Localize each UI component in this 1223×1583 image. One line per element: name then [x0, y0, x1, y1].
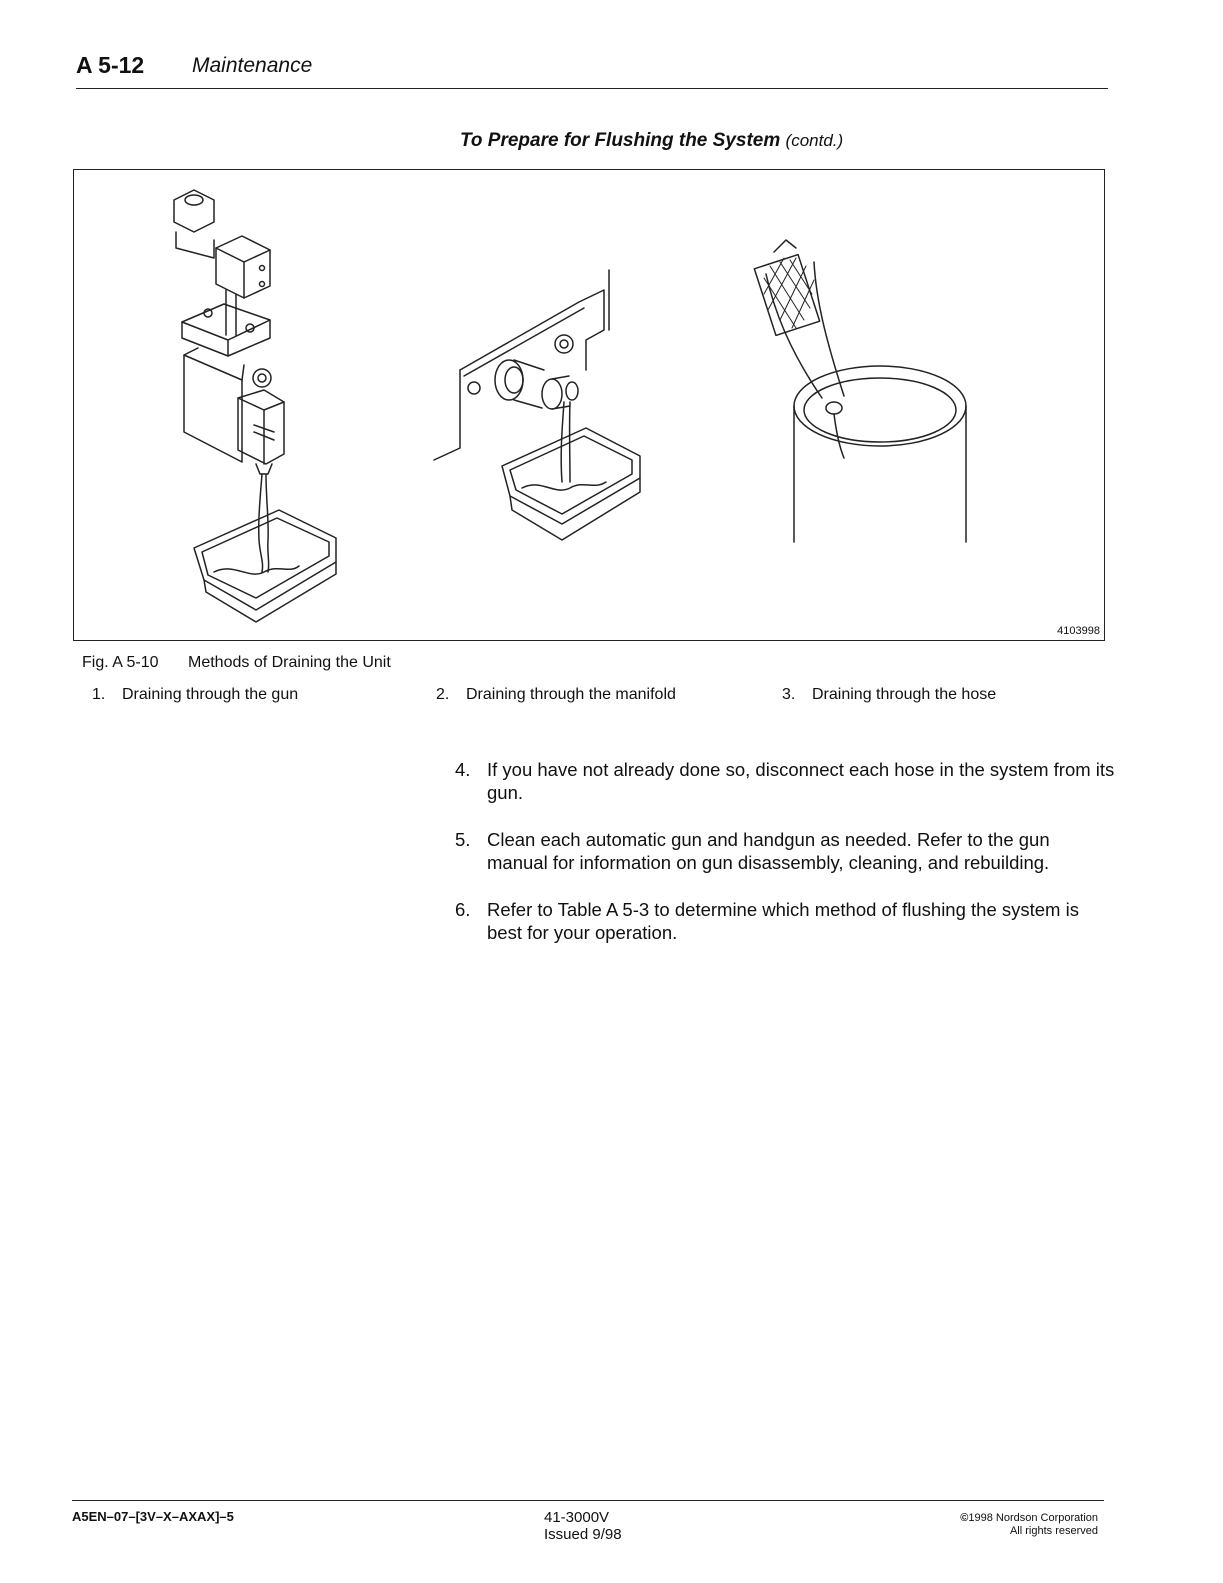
copyright-text: 1998 Nordson Corporation: [968, 1512, 1098, 1524]
step-text: Clean each automatic gun and handgun as needed. Refer to the gun manual for information on gun disassembly, cleaning, and rebuilding.: [487, 829, 1050, 873]
legend-text: Draining through the gun: [122, 686, 299, 703]
step-text: If you have not already done so, disconnect each hose in the system from its gun.: [487, 759, 1115, 803]
manifold-illustration: [434, 270, 640, 540]
legend-item-manifold: [436, 686, 676, 704]
page-header: [76, 52, 1108, 89]
manual-info: [544, 1509, 622, 1543]
hose-illustration: [754, 240, 966, 542]
page-footer: [72, 1500, 1104, 1561]
section-title: Maintenance: [192, 54, 313, 77]
copyright-block: [960, 1512, 1098, 1538]
subheading-contd: (contd.): [785, 131, 844, 150]
procedure-steps: [455, 758, 1115, 968]
rights-text: All rights reserved: [1009, 1525, 1098, 1537]
legend-item-hose: [782, 686, 996, 704]
figure-caption: [82, 654, 391, 672]
doc-code: A5EN–07–[3V–X–AXAX]–5: [72, 1509, 234, 1524]
figure-caption-number: Fig. A 5-10: [82, 654, 159, 671]
legend-number: 2.: [436, 686, 450, 703]
step-item: [455, 758, 1115, 804]
step-text: Refer to Table A 5-3 to determine which method of flushing the system is best for your operation.: [487, 899, 1079, 943]
subheading-title: To Prepare for Flushing the System: [460, 130, 781, 151]
step-item: [455, 898, 1115, 944]
manual-number: 41-3000V: [544, 1509, 610, 1526]
step-number: 6.: [455, 899, 471, 920]
step-number: 5.: [455, 829, 471, 850]
legend-text: Draining through the hose: [812, 686, 997, 703]
figure-illustration: [74, 170, 1104, 640]
step-number: 4.: [455, 759, 471, 780]
gun-illustration: [174, 190, 336, 622]
step-item: [455, 828, 1115, 874]
legend-text: Draining through the manifold: [466, 686, 676, 703]
issued-date: Issued 9/98: [544, 1526, 622, 1543]
legend-item-gun: [92, 686, 298, 704]
legend-number: 3.: [782, 686, 796, 703]
subheading: [460, 130, 843, 152]
figure-id: 4103998: [1057, 625, 1100, 637]
legend-number: 1.: [92, 686, 106, 703]
copyright-icon: ©: [960, 1512, 969, 1524]
figure-box: [73, 169, 1105, 641]
figure-caption-text: Methods of Draining the Unit: [188, 654, 391, 671]
page-number: A 5-12: [76, 52, 145, 78]
